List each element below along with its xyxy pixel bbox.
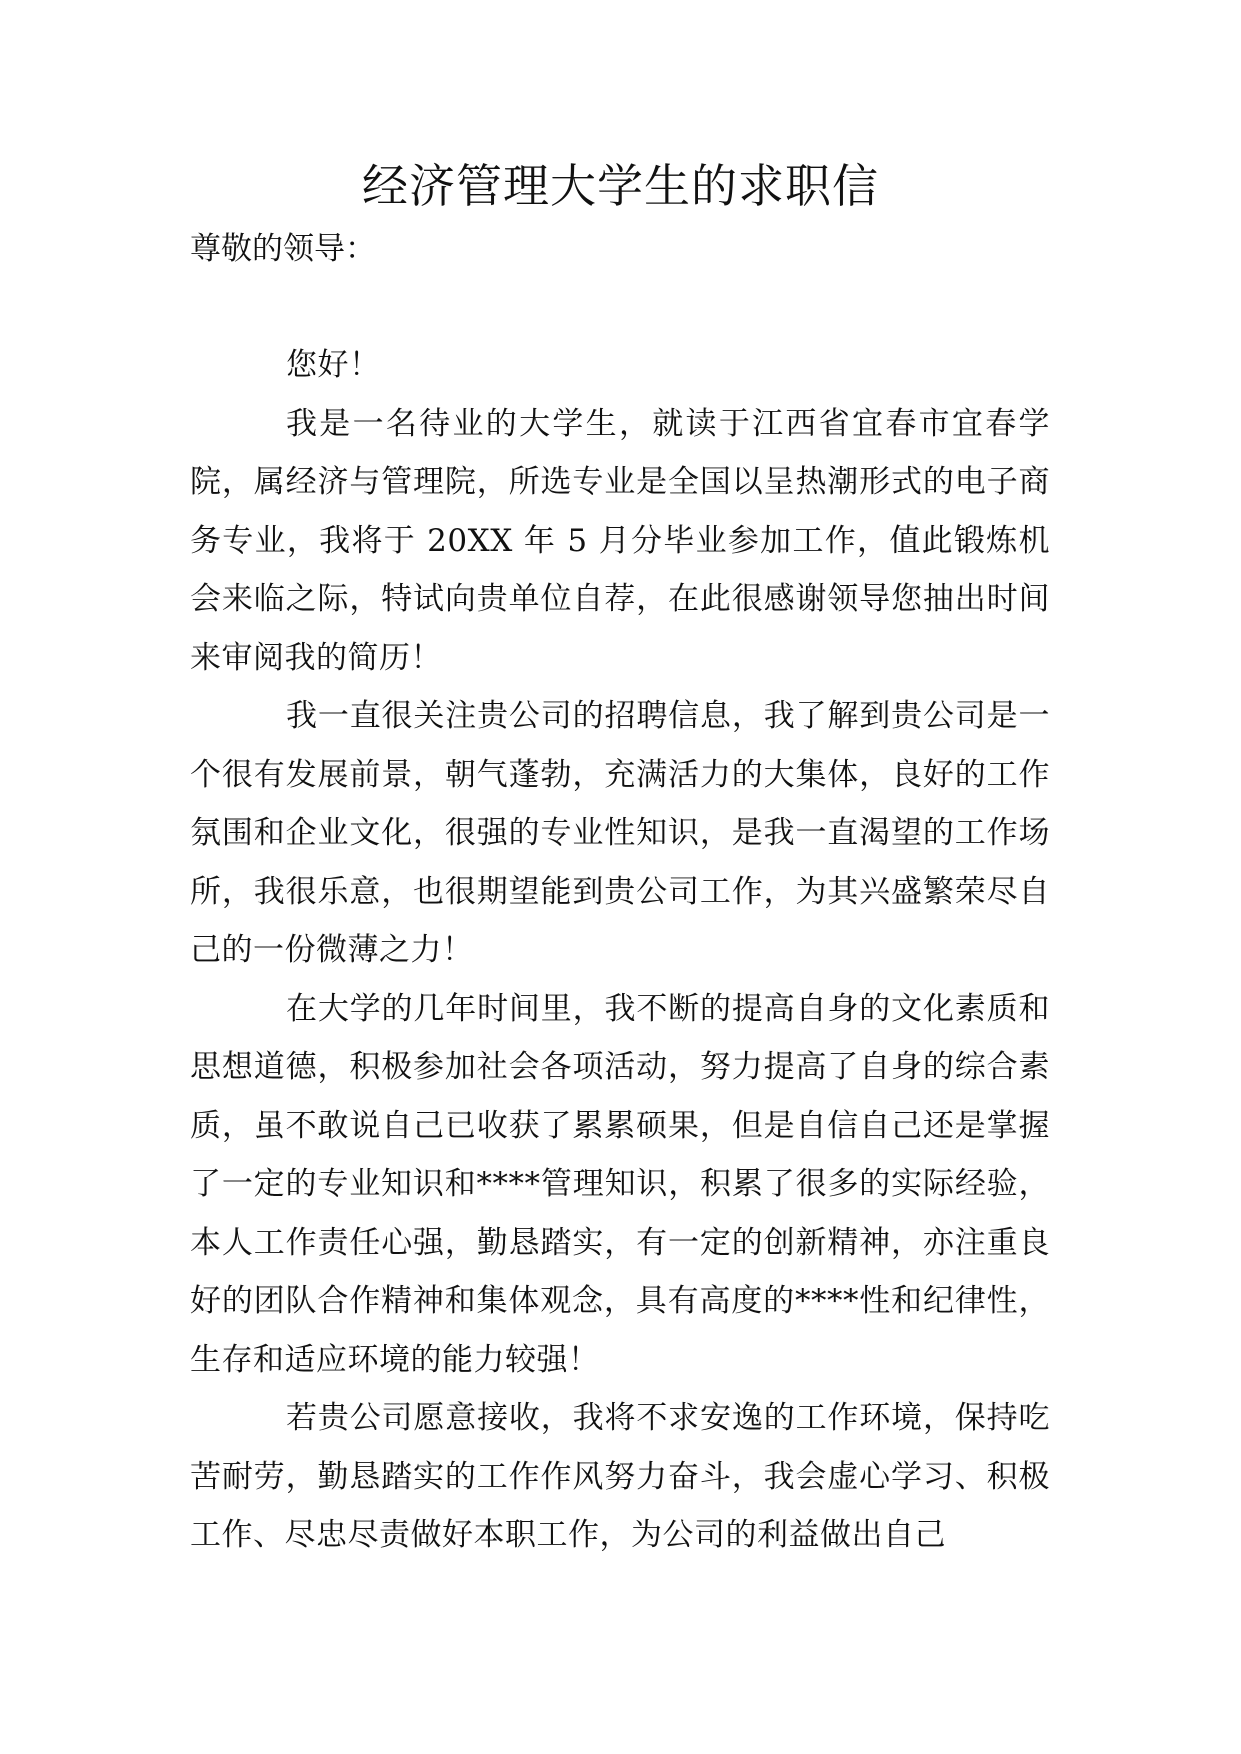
commitment-paragraph: 若贵公司愿意接收，我将不求安逸的工作环境，保持吃苦耐劳，勤恳踏实的工作作风努力奋斗，我会虚心学习、积极工作、尽忠尽责做好本职工作，为公司的利益做出自己: [190, 1400, 1050, 1553]
salutation: 尊敬的领导：: [190, 231, 376, 267]
document-title: 经济管理大学生的求职信: [362, 159, 879, 213]
company-interest-paragraph: 我一直很关注贵公司的招聘信息，我了解到贵公司是一个很有发展前景，朝气蓬勃，充满活力的大集体，良好的工作氛围和企业文化，很强的专业性知识，是我一直渴望的工作场所，我很乐意，也很期望能到贵公司工作，为其兴盛繁荣尽自己的一份微薄之力！: [190, 698, 1050, 968]
intro-paragraph: 我是一名待业的大学生，就读于江西省宜春市宜春学院，属经济与管理院，所选专业是全国以呈热潮形式的电子商务专业，我将于 20XX 年 5 月分毕业参加工作，值此锻炼机会来临之际，特试向贵单位自荐，在此很感谢领导您抽出时间来审阅我的简历！: [190, 405, 1050, 676]
greeting-paragraph: 您好！: [286, 347, 381, 383]
qualifications-paragraph: 在大学的几年时间里，我不断的提高自身的文化素质和思想道德，积极参加社会各项活动，努力提高了自身的综合素质，虽不敢说自己已收获了累累硕果，但是自信自己还是掌握了一定的专业知识和****管理知识，积累了很多的实际经验，本人工作责任心强，勤恳踏实，有一定的创新精神，亦注重良好的团队合作精神和集体观念，具有高度的****性和纪律性，生存和适应环境的能力较强！: [190, 990, 1050, 1378]
letter-body: [190, 220, 1050, 1565]
